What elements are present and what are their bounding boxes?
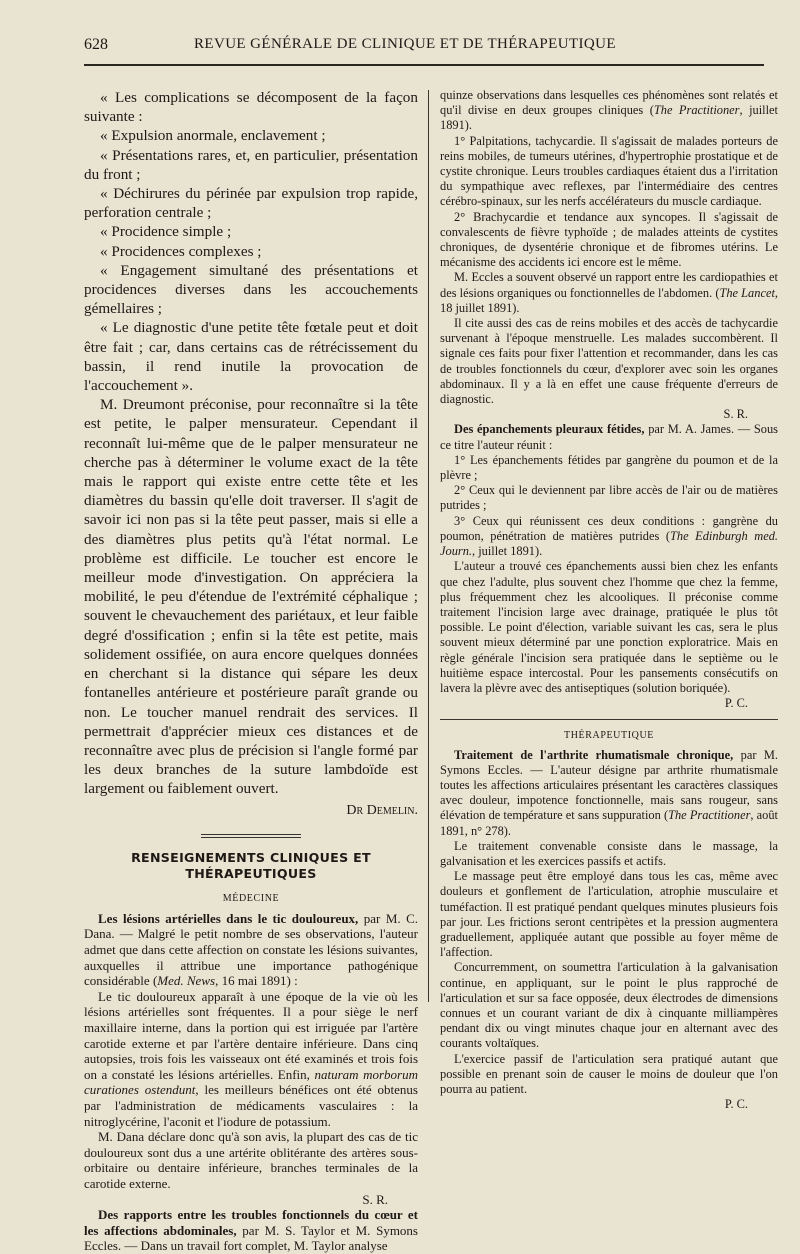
reference: The Practitioner [668, 808, 751, 823]
article-paragraph: Des épanchements pleuraux fétides, par M. A. James. — Sous ce titre l'auteur réunit : [440, 422, 778, 452]
journal-title: REVUE GÉNÉRALE DE CLINIQUE ET DE THÉRAPEUTIQUE [194, 36, 616, 52]
initials-signoff: S. R. [362, 1191, 388, 1207]
article-paragraph: M. Eccles a souvent observé un rapport entre les cardiopathies et des lésions organiques ou fonctionnelles de l'abdomen. (The Lancet, 18 juillet 1891). [440, 270, 778, 315]
article-paragraph: Traitement de l'arthrite rhumatismale chronique, par M. Symons Eccles. — L'auteur désigne par arthrite rhumatismale toutes les affections articulaires présentant les caractères classiques avec douleur, impotence fonctionnelle, mais sans rougeur, sans élévation de température et sans suppuration (The Practitioner, août 1891, n° 278). [440, 747, 778, 838]
article-author: par M. A. James. [648, 422, 735, 437]
reference: The Edinburgh med. Journ. [440, 528, 778, 559]
list-item: 1° Les épanchements fétides par gangrène du poumon et de la plèvre ; [440, 452, 778, 483]
article-paragraph: Il cite aussi des cas de reins mobiles et des accès de tachycardie survenant à l'époque menstruelle. Les malades succombèrent. Il signale ces faits pour fixer l'attention et recommander, dans les cas de troubles fonctionnels du cœur, d'explorer avec soin les organes abdominaux. Il y a là en effet une cause fréquente d'erreurs de diagnostic. [440, 316, 778, 407]
article-paragraph: Le tic douloureux apparaît à une époque de la vie où les lésions artérielles sont fréquentes. Il a pour siège le nerf maxillaire interne, dans la portion qui est irriguée par l'artère carotide externe et par l'artère dentaire inférieure. Dans cinq autopsies, trois fois les vaisseaux ont été examinés et trois fois on a constaté les lésions artérielles. Enfin, naturam morborum curationes ostendunt, les meilleurs bénéfices ont été obtenus par l'administration de médicaments vasculaires : la nitroglycérine, l'aconit et l'iodure de potassium. [84, 988, 418, 1129]
article-title: Les lésions artérielles dans le tic douloureux, [98, 910, 359, 926]
initials-signoff: P. C. [724, 696, 748, 711]
author-signature: Dr Demelin. [346, 802, 418, 818]
initials-signoff: P. C. [724, 1097, 748, 1112]
article-author: par M. S. Taylor et M. Symons Eccles. [84, 1222, 418, 1254]
article-paragraph: Les lésions artérielles dans le tic douloureux, par M. C. Dana. — Malgré le petit nombre de ses observations, l'auteur admet que dans cette affection on constate les lésions suivantes, auxquelles il attribue une importance pathogénique considérable (Med. News, 16 mai 1891) : [84, 910, 419, 989]
article-paragraph: 2° Brachycardie et tendance aux syncopes. Il s'agissait de convalescents de fièvre typhoïde ; de malades atteints de cystites chroniques, de dysentérie chronique et de fibromes utérins. Le mécanisme des accidents ici encore est le même. [440, 209, 778, 270]
article-paragraph: Le traitement convenable consiste dans le massage, la galvanisation et les exercices passifs et actifs. [440, 838, 778, 868]
reference: The Practitioner [653, 103, 740, 118]
article-paragraph: 1° Palpitations, tachycardie. Il s'agissait de malades porteurs de reins mobiles, de tumeurs utérines, d'hypertrophie prostatique et de cystite chronique. Leurs troubles cardiaques étaient dus a l'irritation du sympathique avec reflexes, par l'intermédiaire des centres cérébro-spinaux, sur les nerfs accélérateurs du muscle cardiaque. [440, 133, 778, 209]
column-divider [428, 90, 429, 1002]
paragraph: « Les complications se décomposent de la façon suivante : [84, 89, 418, 126]
left-column [84, 88, 418, 1254]
reference: Med. News [157, 973, 216, 989]
reference: The Lancet [719, 285, 775, 300]
section-title: RENSEIGNEMENTS CLINIQUES ET THÉRAPEUTIQUES [131, 850, 371, 881]
article-paragraph: L'auteur a trouvé ces épanchements aussi bien chez les enfants que chez l'adulte, plus souvent chez l'homme que chez la femme, plus fréquemment chez les alcooliques. Il préconise comme traitement l'incision large avec drainage, pratiquée le plus tôt possible. Le point d'élection, variable suivant les cas, sera le plus souvent mieux déterminé par une ponction exploratrice. Mais en règle générale l'incision sera pratiquée dans le septième ou le huitième espace intercostal. Pour les pansements consécutifs on lavera la plèvre avec des antiseptiques (solution boriquée). [440, 559, 778, 695]
page-number: 628 [84, 36, 108, 53]
paragraph: « Le diagnostic d'une petite tête fœtale peut et doit être fait ; car, dans certains cas de rétrécissement du bassin, il rend inutile la provocation de l'accouchement ». [84, 319, 418, 395]
paragraph: « Procidence simple ; [100, 223, 232, 241]
article-paragraph: quinze observations dans lesquelles ces phénomènes sont relatés et qu'il divise en deux groupes cliniques (The Practitioner, juillet 1891). [440, 88, 778, 133]
right-column [440, 88, 778, 1112]
paragraph: « Présentations rares, et, en particulier, présentation du front ; [84, 146, 418, 183]
article-author: par M. C. Dana. [84, 910, 418, 942]
subsection-heading: THÉRAPEUTIQUE [563, 730, 654, 742]
paragraph: M. Dreumont préconise, pour reconnaître si la tête est petite, le palper mensurateur. Cependant il reconnaît lui-même que de le palper mensurateur ne cherche pas à déterminer le volume exact de la tête mais le rapport qui existe entre cette tête et les diamètres du bassin qu'elle doit traverser. Il s'agit de savoir ici non pas si la tête peut passer, mais si elle a des diamètres plus petits qu'à l'état normal. Le problème est difficile. Le toucher est encore le meilleur mode d'investigation. On appréciera la mobilité, le peu d'étendue de l'extrémité céphalique ; souvent le chevauchement des pariétaux, et leur faible degré d'ossification ; enfin si la tête est petite, mais solidement ossifiée, on aura encore quelques données en cherchant si la distance qui sépare les deux fontanelles antérieure et postérieure paraît grande ou non. Le toucher manuel rendrait des services. Il permettrait d'apprécier mieux ces distances et de reconnaître avec plus de précision si l'angle formé par les deux branches de la suture lambdoïde est largement ou faiblement ouvert. [84, 396, 418, 798]
list-item: 2° Ceux qui le deviennent par libre accès de l'air ou de matières putrides ; [440, 483, 778, 513]
paragraph: « Déchirures du périnée par expulsion trop rapide, perforation centrale ; [84, 185, 418, 222]
paragraph: « Engagement simultané des présentations et procidences diverses dans les accouchements gémellaires ; [84, 261, 418, 318]
article-paragraph: L'exercice passif de l'articulation sera pratiqué autant que possible en prenant soin de causer le moins de douleur que l'on pourra au patient. [440, 1051, 778, 1096]
article-paragraph: M. Dana déclare donc qu'à son avis, la plupart des cas de tic douloureux sont dus a une artérite oblitérante des artères sous-orbitaire ou dentaire inférieure, branches terminales de la carotide externe. [84, 1129, 418, 1191]
section-rule [440, 719, 778, 720]
article-title: Traitement de l'arthrite rhumatismale chronique, [454, 747, 734, 762]
article-paragraph: Le massage peut être employé dans tous les cas, même avec douleurs et gonflement de l'articulation, atrophie musculaire et tuméfaction. Il est pratiqué pendant quelques minutes plusieurs fois par jour. Les frictions seront centripètes et la pression augmentera graduellement, appliquée autant que possible au foyer même de l'affection. [440, 869, 778, 960]
section-separator [201, 834, 301, 838]
article-author: par M. Symons Eccles. [440, 747, 778, 777]
paragraph: « Expulsion anormale, enclavement ; [100, 127, 326, 145]
list-item: 3° Ceux qui réunissent ces deux conditions : gangrène du poumon, pénétration de matières putrides (The Edinburgh med. Journ., juillet 1891). [440, 513, 778, 559]
subsection-heading: MÉDECINE [222, 893, 280, 905]
article-paragraph: Concurremment, on soumettra l'articulation à la galvanisation continue, en appliquant, sur le point le plus rapproché de l'articulation et sur sa face opposée, deux électrodes de dimensions connues et un courant variant de dix à cinquante milliampères pendant dix ou vingt minutes chaque jour en alternant avec des courants voltaïques. [440, 960, 778, 1051]
article-paragraph: Des rapports entre les troubles fonctionnels du cœur et les affections abdominales, par M. S. Taylor et M. Symons Eccles. — Dans un travail fort complet, M. Taylor analyse [84, 1207, 418, 1254]
paragraph: « Procidences complexes ; [100, 242, 262, 260]
article-title: Des rapports entre les troubles fonctionnels du cœur et les affections abdominales, [84, 1207, 418, 1238]
header-rule [84, 64, 764, 66]
page-header [84, 36, 764, 60]
article-title: Des épanchements pleuraux fétides, [454, 422, 645, 437]
initials-signoff: S. R. [723, 407, 748, 422]
